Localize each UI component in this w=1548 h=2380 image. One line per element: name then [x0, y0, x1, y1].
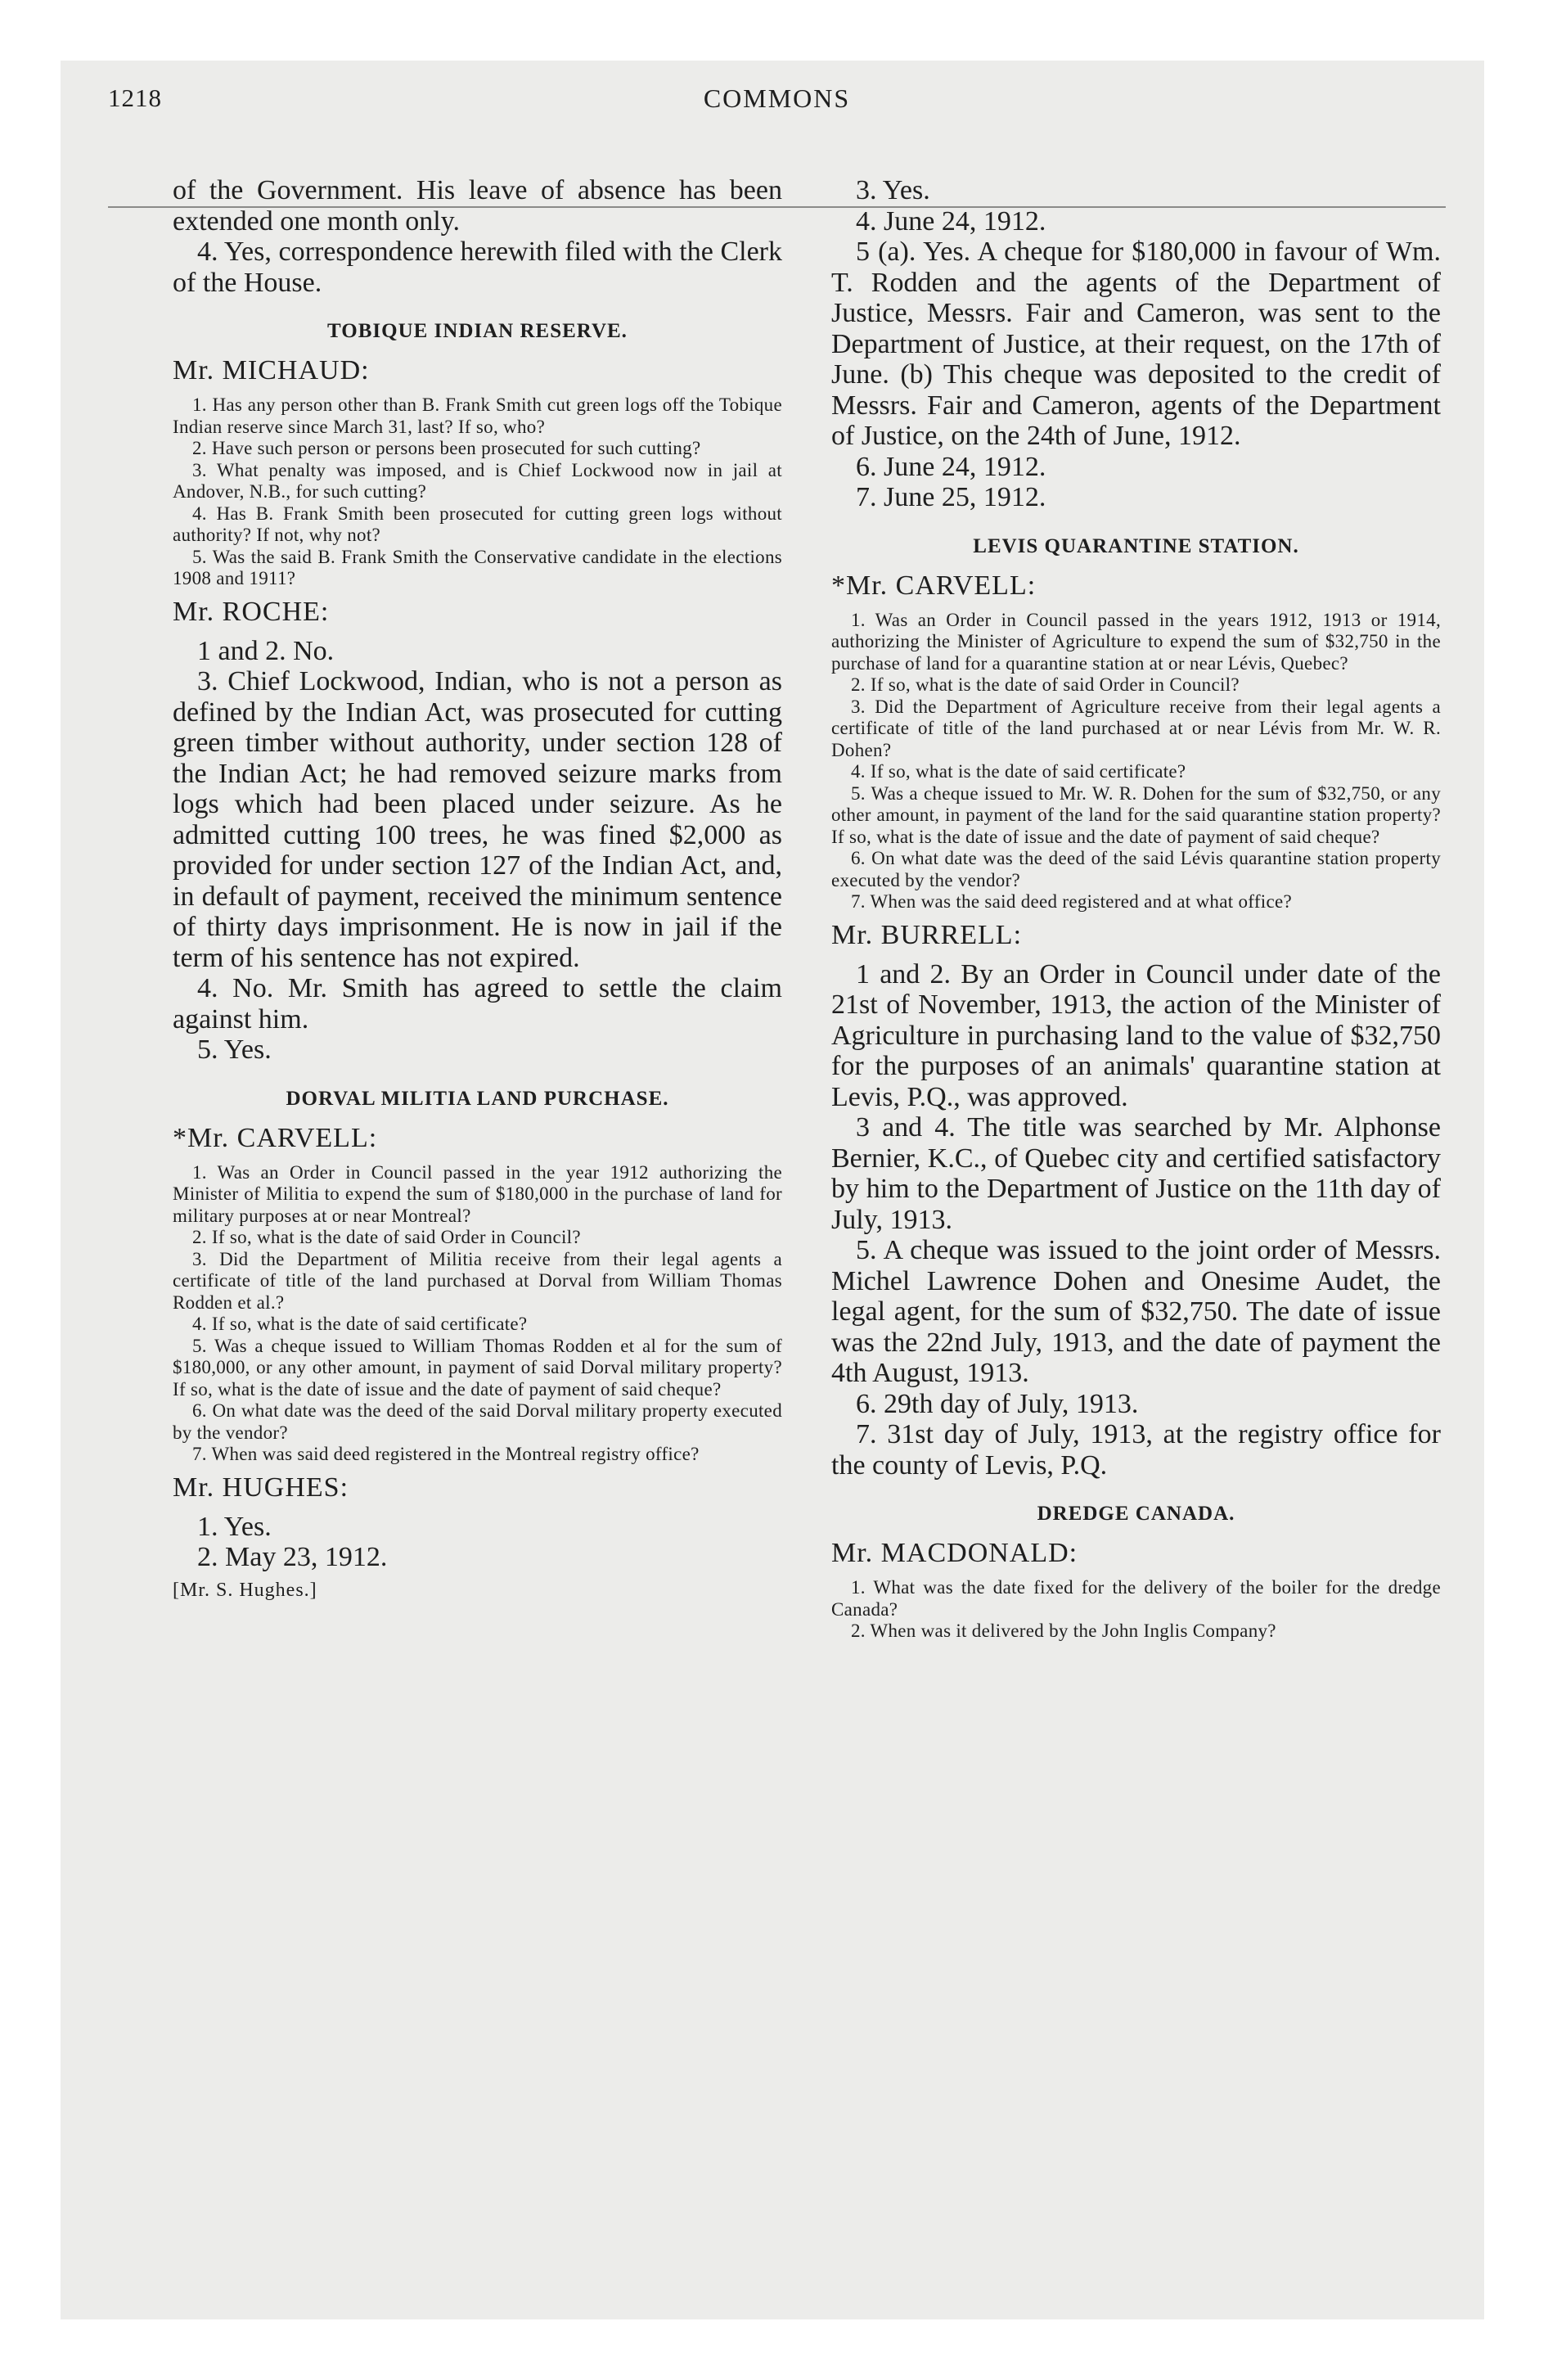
speaker-name: Mr. HUGHES:: [173, 1472, 349, 1503]
question-item: 4. If so, what is the date of said certificate?: [192, 1314, 528, 1334]
answer-paragraph: 4. June 24, 1912.: [856, 205, 1046, 237]
footer-signature: [Mr. S. Hughes.]: [173, 1579, 317, 1601]
question-item: 2. If so, what is the date of said Order in Council?: [192, 1227, 581, 1247]
answer-paragraph: 5. A cheque was issued to the joint order of Messrs. Michel Lawrence Dohen and Onesime Audet, the legal agent, for the sum of $32,750. The date of issue was the 22nd July, 1913, and the date of payment the 4th August, 1913.: [831, 1235, 1441, 1388]
answer-paragraph: of the Government. His leave of absence has been extended one month only.: [173, 175, 782, 237]
question-item: 2. If so, what is the date of said Order in Council?: [851, 674, 1240, 695]
speaker-name: Mr. ROCHE:: [173, 596, 330, 627]
running-head: COMMONS: [703, 83, 851, 113]
question-item: 7. When was said deed registered in the Montreal registry office?: [192, 1444, 700, 1464]
section-heading: DREDGE CANADA.: [1037, 1503, 1235, 1525]
answer-paragraph: 6. 29th day of July, 1913.: [856, 1388, 1139, 1419]
answer-paragraph: 1 and 2. No.: [197, 635, 335, 666]
question-item: 3. Did the Department of Militia receive from their legal agents a certificate of title of the land purchased at Dorval from William Thomas Rodden et al.?: [173, 1248, 782, 1313]
answer-paragraph: 3. Chief Lockwood, Indian, who is not a person as defined by the Indian Act, was prosecuted for cutting green timber without authority, under section 128 of the Indian Act; he had removed seizure marks from logs which had been placed under seizure. As he admitted cutting 100 trees, he was fined $2,000 as provided for under section 127 of the Indian Act, and, in default of payment, received the minimum sentence of thirty days imprisonment. He is now in jail if the term of his sentence has not expired.: [173, 666, 782, 973]
section-heading: DORVAL MILITIA LAND PURCHASE.: [286, 1087, 669, 1110]
question-item: 3. Did the Department of Agriculture receive from their legal agents a certificate of title of the land purchased at or near Lévis from Mr. W. R. Dohen?: [831, 696, 1441, 760]
question-item: 2. Have such person or persons been prosecuted for such cutting?: [192, 438, 701, 458]
section-heading: LEVIS QUARANTINE STATION.: [973, 534, 1299, 557]
question-item: 1. What was the date fixed for the delivery of the boiler for the dredge Canada?: [831, 1577, 1441, 1620]
speaker-name: Mr. BURRELL:: [831, 919, 1023, 950]
question-item: 3. What penalty was imposed, and is Chief Lockwood now in jail at Andover, N.B., for such cutting?: [173, 459, 782, 502]
question-item: 1. Was an Order in Council passed in the year 1912 authorizing the Minister of Militia to expend the sum of $180,000 in the purchase of land for military purposes at or near Montreal?: [173, 1161, 782, 1226]
answer-paragraph: 4. No. Mr. Smith has agreed to settle the claim against him.: [173, 973, 782, 1034]
answer-paragraph: 1 and 2. By an Order in Council under date of the 21st of November, 1913, the action of the Minister of Agriculture in purchasing land to the value of $32,750 for the purposes of an animals' quarantine station at Levis, P.Q., was approved.: [831, 958, 1441, 1112]
question-item: 6. On what date was the deed of the said Dorval military property executed by the vendor?: [173, 1400, 782, 1443]
question-item: 4. Has B. Frank Smith been prosecuted for cutting green logs without authority? If not, why not?: [173, 503, 782, 545]
answer-paragraph: 4. Yes, correspondence herewith filed with the Clerk of the House.: [173, 237, 782, 298]
question-item: 5. Was the said B. Frank Smith the Conservative candidate in the elections 1908 and 1911?: [173, 546, 782, 588]
answer-paragraph: 2. May 23, 1912.: [197, 1542, 388, 1572]
question-item: 1. Was an Order in Council passed in the years 1912, 1913 or 1914, authorizing the Minister of Agriculture to expend the sum of $32,750 in the purchase of land for a quarantine station at or near Lévis, Quebec?: [831, 609, 1441, 674]
page-header: [108, 83, 1446, 124]
question-item: 7. When was the said deed registered and at what office?: [851, 891, 1292, 912]
question-item: 2. When was it delivered by the John Inglis Company?: [851, 1620, 1276, 1641]
right-column: [831, 175, 1441, 1643]
answer-paragraph: 7. June 25, 1912.: [856, 482, 1046, 512]
question-item: 5. Was a cheque issued to William Thomas Rodden et al for the sum of $180,000, or any other amount, in payment of said Dorval military property? If so, what is the date of issue and the date of payment of said cheque?: [173, 1335, 782, 1400]
question-item: 5. Was a cheque issued to Mr. W. R. Dohen for the sum of $32,750, or any other amount, in payment of the land for the said quarantine station property? If so, what is the date of issue and the date of payment of said cheque?: [831, 782, 1441, 847]
speaker-name: Mr. MICHAUD:: [173, 355, 370, 385]
answer-paragraph: 1. Yes.: [197, 1511, 272, 1542]
answer-paragraph: 6. June 24, 1912.: [856, 451, 1046, 482]
speaker-name: Mr. MACDONALD:: [831, 1538, 1078, 1568]
speaker-name: *Mr. CARVELL:: [831, 570, 1037, 601]
answer-paragraph: 5 (a). Yes. A cheque for $180,000 in favour of Wm. T. Rodden and the agents of the Department of Justice, Messrs. Fair and Cameron, was sent to the Department of Justice, at their request, on the 17th of June. (b) This cheque was deposited to the credit of Messrs. Fair and Cameron, agents of the Department of Justice, on the 24th of June, 1912.: [831, 237, 1441, 451]
section-heading: TOBIQUE INDIAN RESERVE.: [327, 320, 628, 342]
answer-paragraph: 3 and 4. The title was searched by Mr. Alphonse Bernier, K.C., of Quebec city and certified satisfactory by him to the Department of Justice on the 11th day of July, 1913.: [831, 1112, 1441, 1235]
question-item: 1. Has any person other than B. Frank Smith cut green logs off the Tobique Indian reserve since March 31, last? If so, who?: [173, 394, 782, 437]
speaker-name: *Mr. CARVELL:: [173, 1122, 378, 1153]
answer-paragraph: 3. Yes.: [856, 175, 930, 205]
page-number: 1218: [108, 83, 162, 112]
question-item: 6. On what date was the deed of the said Lévis quarantine station property executed by the vendor?: [831, 848, 1441, 890]
left-column: [173, 175, 782, 1621]
answer-paragraph: 7. 31st day of July, 1913, at the registry office for the county of Levis, P.Q.: [831, 1419, 1441, 1481]
question-item: 4. If so, what is the date of said certificate?: [851, 761, 1186, 782]
answer-paragraph: 5. Yes.: [197, 1034, 272, 1065]
